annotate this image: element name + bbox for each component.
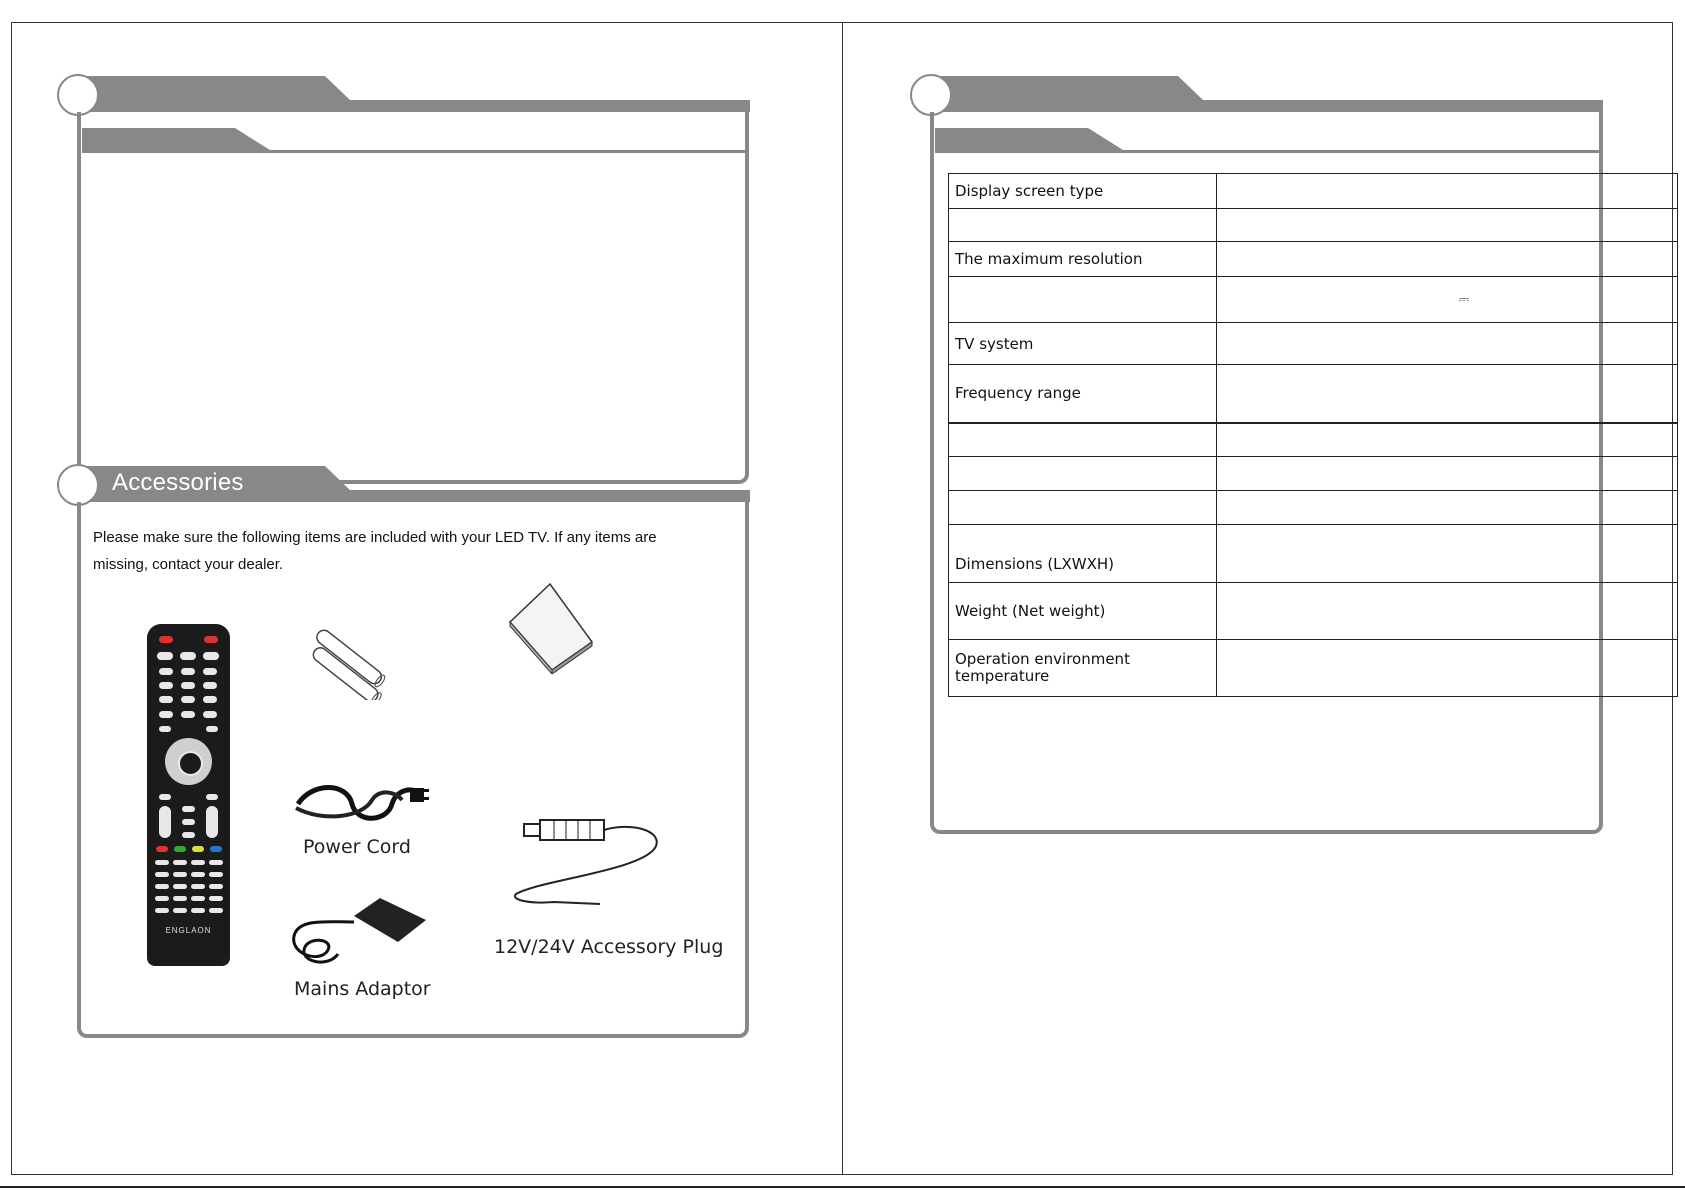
manual-booklet-icon <box>506 582 596 674</box>
bottom-rule <box>0 1186 1685 1188</box>
section-marker-spec <box>910 74 952 116</box>
mains-adaptor-icon <box>288 892 428 972</box>
mains-adaptor-caption: Mains Adaptor <box>294 978 431 1000</box>
spec-value <box>1217 491 1678 525</box>
spec-row <box>949 323 1678 365</box>
accessory-plug-caption: 12V/24V Accessory Plug <box>494 936 724 958</box>
spec-label: Display screen type <box>949 174 1217 209</box>
spec-label <box>949 423 1217 457</box>
spec-label <box>949 277 1217 323</box>
spec-value <box>1217 457 1678 491</box>
spec-value <box>1217 640 1678 697</box>
top-section-box-left <box>77 112 749 484</box>
spec-value <box>1217 174 1678 209</box>
spec-value <box>1217 583 1678 640</box>
spec-value <box>1217 323 1678 365</box>
spec-label: Weight (Net weight) <box>949 583 1217 640</box>
spec-value <box>1217 423 1678 457</box>
accessory-plug-icon <box>510 812 670 912</box>
section-marker-accessories <box>57 464 99 506</box>
accessories-title: Accessories <box>112 469 244 496</box>
spec-row <box>949 209 1678 242</box>
spec-row <box>949 277 1678 323</box>
spec-row <box>949 423 1678 457</box>
spec-label <box>949 209 1217 242</box>
section-marker-top-left <box>57 74 99 116</box>
spec-value <box>1217 209 1678 242</box>
spec-label: Operation environment temperature <box>949 640 1217 697</box>
spec-row <box>949 491 1678 525</box>
dc-symbol: ⎓ <box>1217 277 1678 323</box>
spec-row <box>949 174 1678 209</box>
accessories-intro: Please make sure the following items are included with your LED TV. If any items are missing, contact your dealer. <box>93 529 657 573</box>
spec-row <box>949 525 1678 583</box>
spec-label: Dimensions (LXWXH) <box>949 525 1217 583</box>
spec-label: TV system <box>949 323 1217 365</box>
spec-label: The maximum resolution <box>949 242 1217 277</box>
spec-row <box>949 640 1678 697</box>
spec-label <box>949 457 1217 491</box>
spec-row <box>949 365 1678 423</box>
power-cord-icon <box>292 774 432 832</box>
remote-brand: ENGLAON <box>165 926 212 935</box>
batteries-icon <box>300 628 400 700</box>
spec-value <box>1217 525 1678 583</box>
spec-value <box>1217 242 1678 277</box>
remote-control-icon <box>147 624 230 966</box>
page-divider <box>842 22 843 1175</box>
spec-value <box>1217 365 1678 423</box>
spec-table <box>948 173 1678 697</box>
spec-row <box>949 457 1678 491</box>
spec-label <box>949 491 1217 525</box>
spec-row <box>949 583 1678 640</box>
spec-row <box>949 242 1678 277</box>
spec-label: Frequency range <box>949 365 1217 423</box>
power-cord-caption: Power Cord <box>303 836 411 858</box>
